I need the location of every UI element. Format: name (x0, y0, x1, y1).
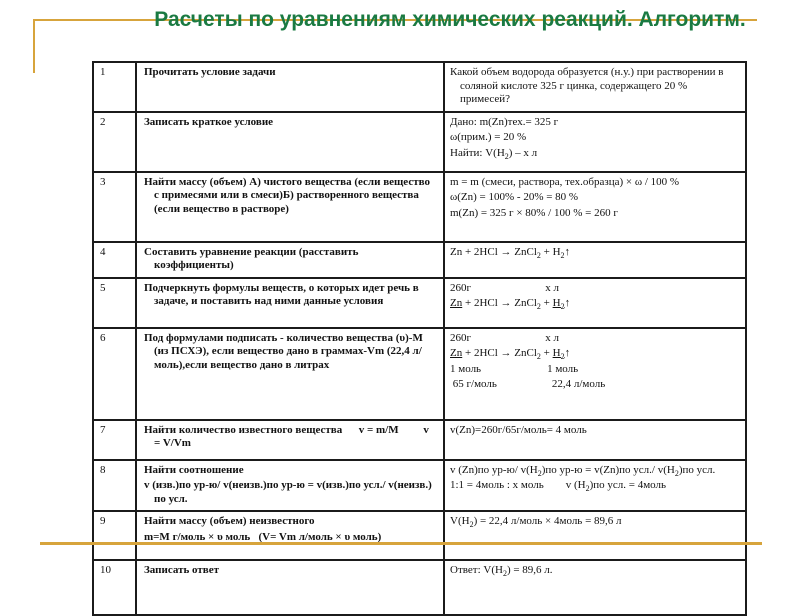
example-solution (444, 112, 746, 172)
cell-line: Zn + 2HCl → ZnCl$_2$ + $H_2↑$ (450, 297, 571, 312)
example-solution (444, 511, 746, 560)
cell-line: 1 моль 1 моль (450, 362, 579, 375)
cell-line: Какой объем водорода образуется (н.у.) при растворении в соляной кислоте 325 г цинка, содержащего 20 % примесей? (450, 66, 727, 105)
example-solution (444, 62, 746, 112)
step-description (136, 172, 444, 242)
table-row (93, 560, 746, 615)
cell-line: v(Zn)=260г/65г/моль= 4 моль (450, 423, 587, 436)
step-description (136, 278, 444, 328)
cell-line: $V(H_2) = 22,4$ л/моль × 4моль = 89,6 л (450, 515, 622, 530)
row-number: 8 (93, 460, 136, 512)
example-solution (444, 420, 746, 460)
step-description (136, 420, 444, 460)
example-solution (444, 278, 746, 328)
cell-line: 1:1 = 4моль : х моль v $(H_2)по$ усл. = 4моль (450, 479, 667, 494)
table-row (93, 62, 746, 112)
step-description (136, 560, 444, 615)
row-number: 3 (93, 172, 136, 242)
table-row (93, 278, 746, 328)
cell-line: Zn + 2HCl → ZnCl$_2$ + $H_2↑$ (450, 347, 571, 362)
accent-line-bottom (40, 542, 762, 545)
example-solution (444, 560, 746, 615)
table-row (93, 511, 746, 560)
cell-line: Записать ответ (144, 564, 220, 576)
row-number: 6 (93, 328, 136, 420)
step-description (136, 112, 444, 172)
cell-line: Подчеркнуть формулы веществ, о которых идет речь в задаче, и поставить над ними данные условия (144, 281, 422, 307)
cell-line: 260г х л (450, 281, 560, 294)
cell-line: ω(прим.) = 20 % (450, 131, 527, 143)
row-number: 1 (93, 62, 136, 112)
table-row (93, 328, 746, 420)
table-row (93, 112, 746, 172)
cell-line: 260г х л (450, 331, 560, 344)
cell-line: Найти соотношение (144, 463, 244, 476)
cell-line: 65 г/моль 22,4 л/моль (450, 378, 606, 390)
cell-line: ω(Zn) = 100% - 20% = 80 % (450, 191, 579, 203)
cell-line: Найти массу (объем) неизвестного (144, 515, 315, 527)
example-solution (444, 460, 746, 512)
table-row (93, 460, 746, 512)
example-solution (444, 242, 746, 278)
step-description (136, 242, 444, 278)
table-row (93, 172, 746, 242)
cell-line: Составить уравнение реакции (расставить коэффициенты) (144, 245, 362, 271)
cell-line: Дано: m(Zn)тех.= 325 г (450, 115, 559, 128)
cell-line: Найти: $V(H_2)$ – х л (450, 146, 538, 161)
table-row (93, 420, 746, 460)
cell-line: m(Zn) = 325 г × 80% / 100 % = 260 г (450, 206, 618, 219)
row-number: 2 (93, 112, 136, 172)
cell-line: m = m (смеси, раствора, тех.образца) × ω / 100 % (450, 175, 680, 188)
row-number: 4 (93, 242, 136, 278)
example-solution (444, 172, 746, 242)
cell-line: Записать краткое условие (144, 115, 274, 128)
row-number: 7 (93, 420, 136, 460)
cell-line: m=M г/моль × υ моль (V= Vm л/моль × υ моль) (144, 530, 382, 543)
step-description (136, 328, 444, 420)
row-number: 9 (93, 511, 136, 560)
cell-line: Прочитать условие задачи (144, 66, 276, 78)
step-description (136, 460, 444, 512)
cell-line: Zn + 2HCl → ZnCl$_2$ + $H_2↑$ (450, 245, 571, 260)
cell-line: v (изв.)по ур-ю/ v(неизв.)по ур-ю = v(изв.)по усл./ v(неизв.) по усл. (144, 479, 435, 505)
slide-title: Расчеты по уравнениям химических реакций. Алгоритм. (154, 8, 746, 31)
row-number: 5 (93, 278, 136, 328)
cell-line: Под формулами подписать - количество вещества (υ)-М (из ПСХЭ), если вещество дано в граммах-Vm (22,4 л/моль),если вещество дано в литрах (144, 331, 426, 371)
cell-line: Найти массу (объем) А) чистого вещества (если вещество с примесями или в смеси)Б) растворенного вещества (если вещество в растворе) (144, 175, 433, 215)
example-solution (444, 328, 746, 420)
table-row (93, 242, 746, 278)
step-description (136, 511, 444, 560)
cell-line: Найти количество известного вещества v = m/M v = V/Vm (144, 423, 432, 449)
algorithm-table (92, 61, 747, 616)
step-description (136, 62, 444, 112)
cell-line: Ответ: $V(H_2) = 89,6$ л. (450, 564, 553, 579)
cell-line: v (Zn)по ур-ю/ $v(H_2)по$ ур-ю = v(Zn)по усл./ $v(H_2)по$ усл. (450, 463, 716, 478)
row-number: 10 (93, 560, 136, 615)
table-body (93, 62, 746, 615)
accent-corner-left (33, 19, 35, 73)
